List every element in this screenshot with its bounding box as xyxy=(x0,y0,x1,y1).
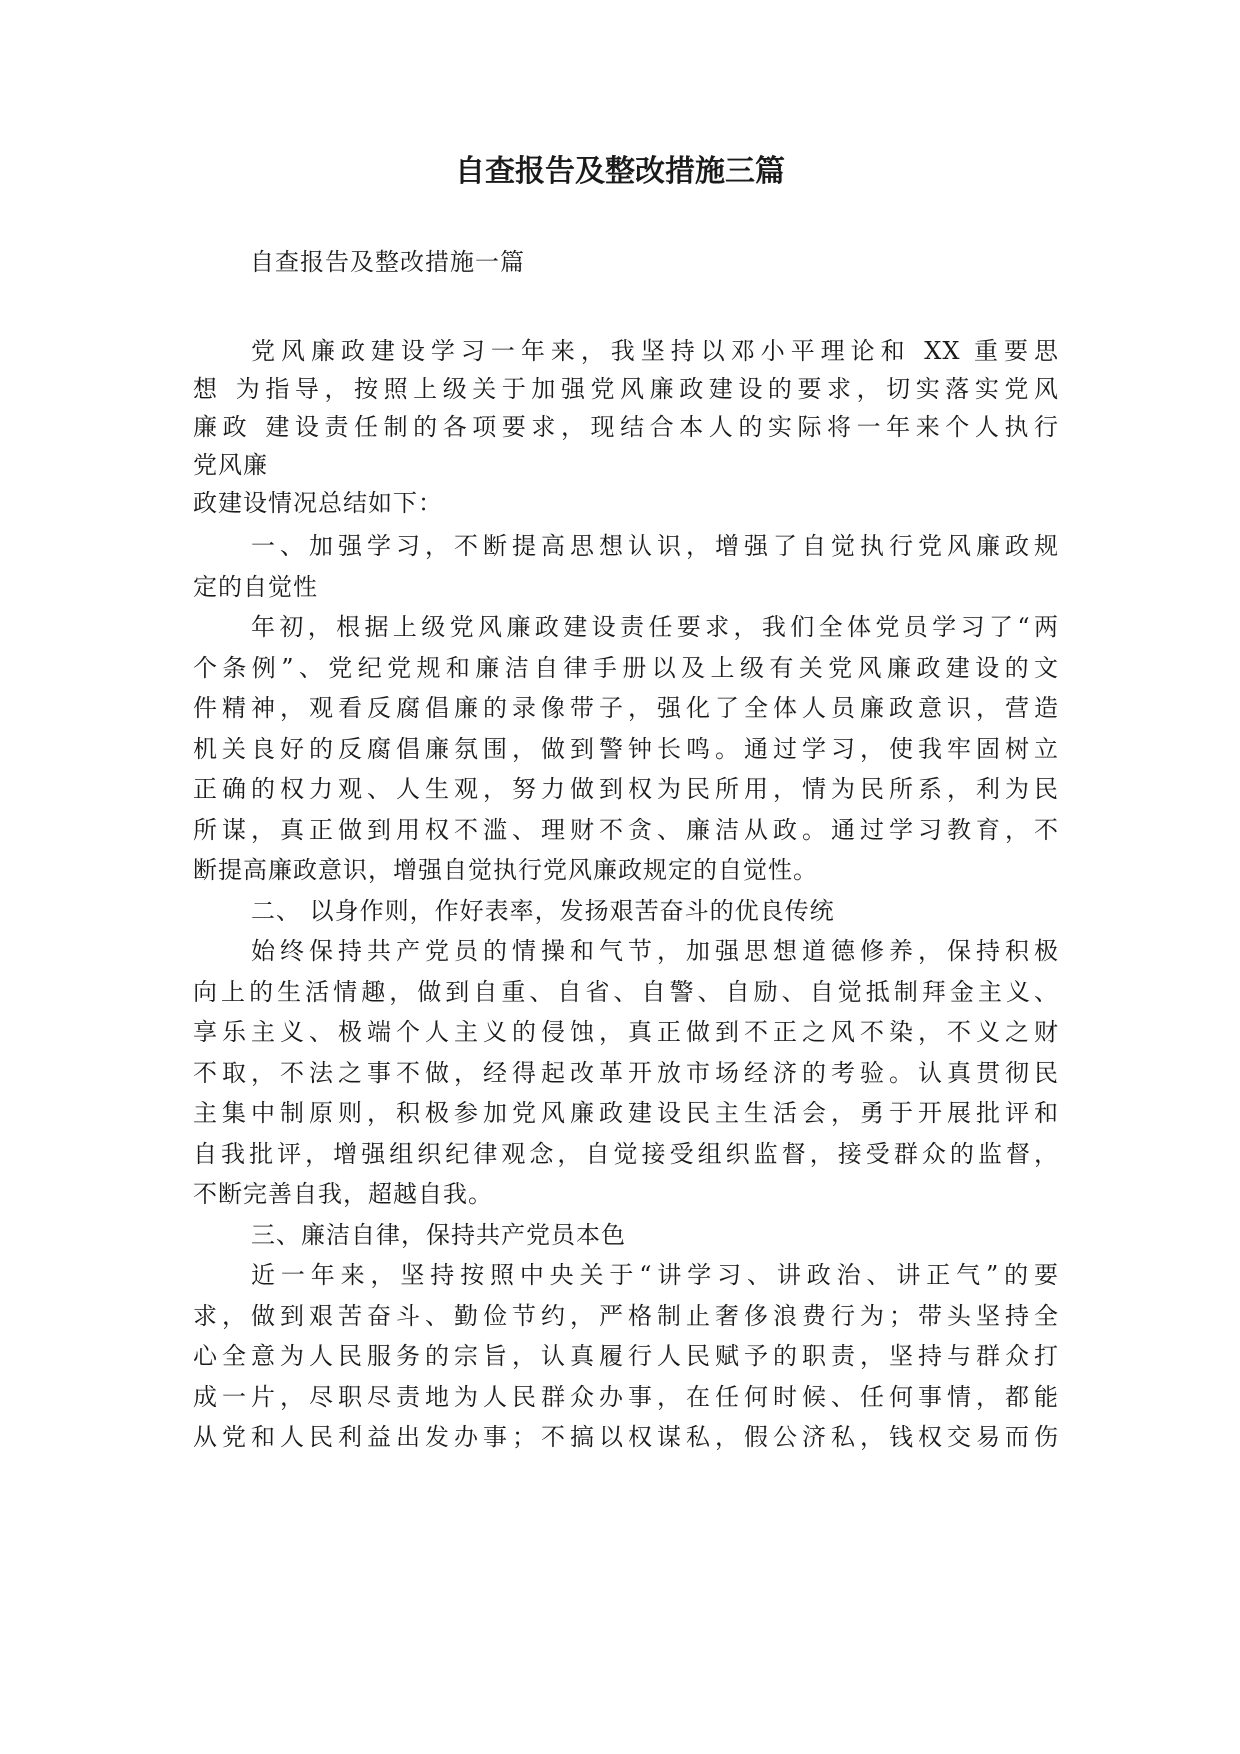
text-line: 近一年来，坚持按照中央关于“讲学习、讲政治、讲正气”的要 xyxy=(251,1261,1059,1289)
section-two-heading xyxy=(193,891,1059,932)
text-line: 廉政 建设责任制的各项要求，现结合本人的实际将一年来个人执行 xyxy=(193,413,1059,441)
text-line: 不断完善自我，超越自我。 xyxy=(193,1180,493,1208)
text-line: 成一片，尽职尽责地为人民群众办事，在任何时候、任何事情，都能 xyxy=(193,1382,1059,1411)
section-one-paragraph xyxy=(193,607,1059,891)
text-line: 年初，根据上级党风廉政建设责任要求，我们全体党员学习了“两 xyxy=(251,613,1059,641)
document-subtitle: 自查报告及整改措施一篇 xyxy=(250,248,525,276)
section-three-heading xyxy=(193,1215,1059,1256)
text-line: 始终保持共产党员的情操和气节，加强思想道德修养，保持积极 xyxy=(251,937,1059,965)
text-line: 不取，不法之事不做，经得起改革开放市场经济的考验。认真贯彻民 xyxy=(193,1058,1059,1087)
text-line: 二、 以身作则，作好表率，发扬艰苦奋斗的优良传统 xyxy=(251,896,835,925)
text-line: 自我批评，增强组织纪律观念，自觉接受组织监督，接受群众的监督， xyxy=(193,1139,1059,1168)
text-line: 一、加强学习，不断提高思想认识，增强了自觉执行党风廉政规 xyxy=(251,532,1059,560)
text-line: 政建设情况总结如下： xyxy=(193,489,443,517)
section-two-paragraph xyxy=(193,931,1059,1215)
text-line: 个条例”、党纪党规和廉洁自律手册以及上级有关党风廉政建设的文 xyxy=(193,653,1059,682)
text-line: 向上的生活情趣，做到自重、自省、自警、自励、自觉抵制拜金主义、 xyxy=(193,977,1059,1006)
text-line: 机关良好的反腐倡廉氛围，做到警钟长鸣。通过学习，使我牢固树立 xyxy=(193,734,1059,763)
section-one-heading xyxy=(193,526,1059,607)
document-body xyxy=(193,332,1059,1458)
text-line: 所谋，真正做到用权不滥、理财不贪、廉洁从政。通过学习教育，不 xyxy=(193,815,1059,844)
text-line: 件精神，观看反腐倡廉的录像带子，强化了全体人员廉政意识，营造 xyxy=(193,694,1059,722)
text-line: 求，做到艰苦奋斗、勤俭节约，严格制止奢侈浪费行为；带头坚持全 xyxy=(193,1301,1059,1330)
text-line: 党风廉政建设学习一年来，我坚持以邓小平理论和 XX 重要思 xyxy=(251,337,1059,365)
text-line: 三、廉洁自律，保持共产党员本色 xyxy=(251,1220,626,1249)
section-three-paragraph xyxy=(193,1255,1059,1458)
document-title: 自查报告及整改措施三篇 xyxy=(455,154,785,189)
text-line: 想 为指导，按照上级关于加强党风廉政建设的要求，切实落实党风 xyxy=(193,375,1059,403)
text-line: 享乐主义、极端个人主义的侵蚀，真正做到不正之风不染，不义之财 xyxy=(193,1018,1059,1046)
text-line: 从党和人民利益出发办事；不搞以权谋私，假公济私，钱权交易而伤 xyxy=(193,1423,1059,1451)
intro-paragraph xyxy=(193,332,1059,522)
text-line: 定的自觉性 xyxy=(193,572,318,601)
text-line: 断提高廉政意识，增强自觉执行党风廉政规定的自觉性。 xyxy=(193,856,818,884)
text-line: 党风廉 xyxy=(193,451,268,479)
text-line: 正确的权力观、人生观，努力做到权为民所用，情为民所系，利为民 xyxy=(193,775,1059,803)
text-line: 主集中制原则，积极参加党风廉政建设民主生活会，勇于开展批评和 xyxy=(193,1099,1059,1127)
text-line: 心全意为人民服务的宗旨，认真履行人民赋予的职责，坚持与群众打 xyxy=(193,1342,1059,1370)
